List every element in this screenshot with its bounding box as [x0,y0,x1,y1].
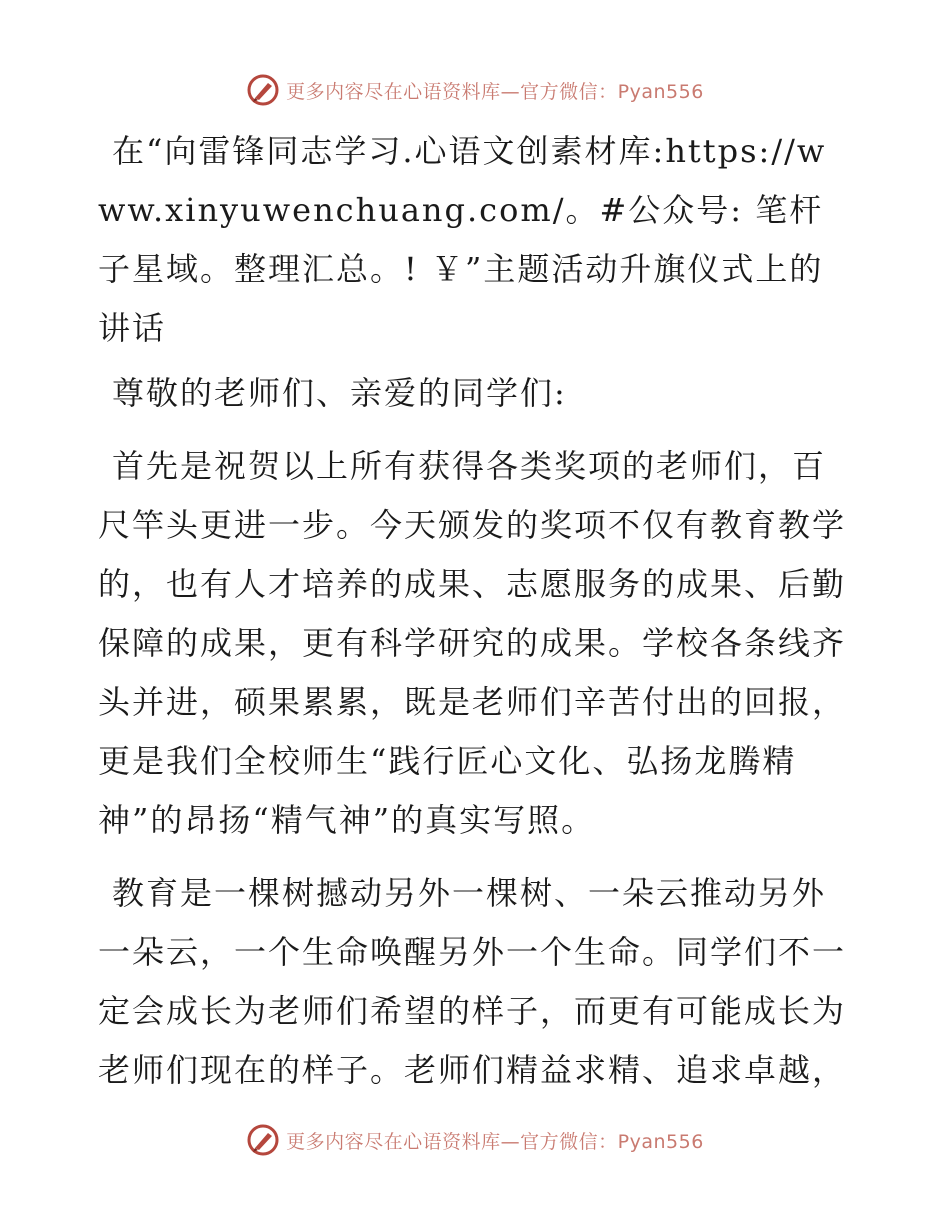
footer-watermark-banner [0,1120,950,1160]
paragraph: 首先是祝贺以上所有获得各类奖项的老师们，百尺竿头更进一步。今天颁发的奖项不仅有教育教学的，也有人才培养的成果、志愿服务的成果、后勤保障的成果，更有科学研究的成果。学校各条线齐头并进，硕果累累，既是老师们辛苦付出的回报，更是我们全校师生“践行匠心文化、弘扬龙腾精神”的昂扬“精气神”的真实写照。 [98,447,847,839]
pen-logo-icon [246,73,280,107]
paragraph: 教育是一棵树撼动另外一棵树、一朵云推动另外一朵云，一个生命唤醒另外一个生命。同学们不一定会成长为老师们希望的样子，而更有可能成长为老师们现在的样子。老师们精益求精、追求卓越， [98,874,847,1089]
document-body [98,122,848,1100]
header-watermark-banner [0,70,950,110]
greeting: 尊敬的老师们、亲爱的同学们: [112,374,567,412]
pen-logo-icon [246,1123,280,1157]
document-title: 在“向雷锋同志学习.心语文创素材库:https://www.xinyuwenchuang.com/。#公众号: 笔杆子星域。整理汇总。! ￥”主题活动升旗仪式上的讲话 [98,132,827,347]
footer-watermark-text: 更多内容尽在心语资料库—官方微信：Pyan556 [286,1130,704,1153]
header-watermark-text: 更多内容尽在心语资料库—官方微信：Pyan556 [286,80,704,103]
